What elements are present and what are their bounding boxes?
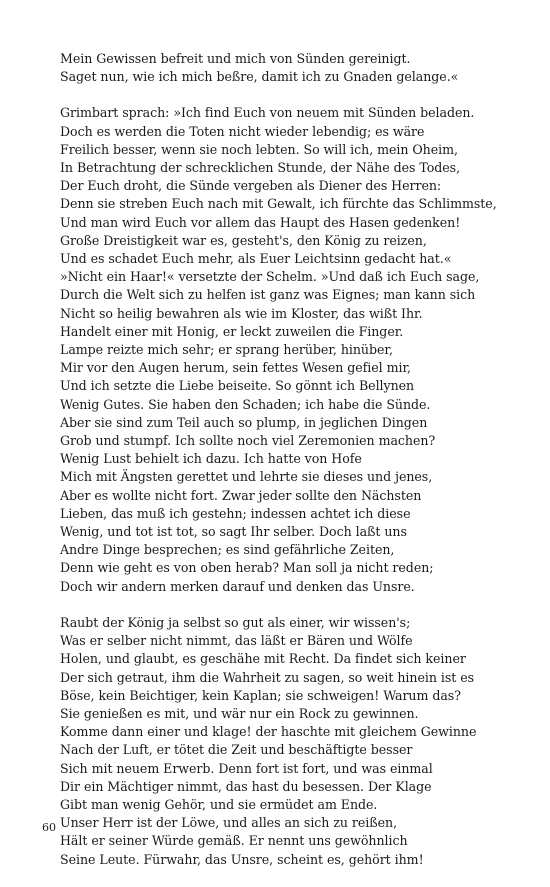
verse-line: Grob und stumpf. Ich sollte noch viel Zeremonien machen?: [60, 433, 436, 449]
verse-line: Grimbart sprach: »Ich find Euch von neuem mit Sünden beladen.: [60, 105, 475, 121]
verse-line: Der sich getraut, ihm die Wahrheit zu sagen, so weit hinein ist es: [60, 669, 475, 685]
verse-line: Mich mit Ängsten gerettet und lehrte sie dieses und jenes,: [60, 469, 433, 485]
verse-line: Was er selber nicht nimmt, das läßt er Bären und Wölfe: [60, 633, 413, 649]
verse-line: Mein Gewissen befreit und mich von Sünden gereinigt.: [60, 51, 411, 66]
verse-line: Große Dreistigkeit war es, gesteht's, den König zu reizen,: [60, 232, 427, 248]
verse-line: Saget nun, wie ich mich beßre, damit ich zu Gnaden gelange.«: [60, 69, 459, 85]
stanza-3: [60, 614, 520, 869]
verse-line: Wenig Gutes. Sie haben den Schaden; ich habe die Sünde.: [60, 396, 431, 412]
verse-line: Komme dann einer und klage! der haschte mit gleichem Gewinne: [60, 724, 477, 740]
verse-line: Böse, kein Beichtiger, kein Kaplan; sie schweigen! Warum das?: [60, 687, 461, 703]
verse-line: Freilich besser, wenn sie noch lebten. So will ich, mein Oheim,: [60, 141, 458, 157]
verse-line: Lampe reizte mich sehr; er sprang herüber, hinüber,: [60, 342, 393, 358]
verse-line: Aber es wollte nicht fort. Zwar jeder sollte den Nächsten: [60, 487, 422, 503]
verse-line: Doch es werden die Toten nicht wieder lebendig; es wäre: [60, 123, 425, 139]
verse-line: Nach der Luft, er tötet die Zeit und beschäftigte besser: [60, 742, 413, 758]
verse-line: Sie genießen es mit, und wär nur ein Rock zu gewinnen.: [60, 705, 419, 721]
page-body: [60, 50, 520, 887]
verse-line: Durch die Welt sich zu helfen ist ganz was Eignes; man kann sich: [60, 287, 476, 303]
verse-line: »Nicht ein Haar!« versetzte der Schelm. »Und daß ich Euch sage,: [60, 269, 480, 285]
verse-line: Dir ein Mächtiger nimmt, das hast du besessen. Der Klage: [60, 778, 432, 794]
verse-line: Und es schadet Euch mehr, als Euer Leichtsinn gedacht hat.«: [60, 251, 452, 267]
verse-line: Wenig Lust behielt ich dazu. Ich hatte von Hofe: [60, 451, 362, 467]
verse-line: Und ich setzte die Liebe beiseite. So gönnt ich Bellynen: [60, 378, 415, 394]
verse-line: Mir vor den Augen herum, sein fettes Wesen gefiel mir,: [60, 360, 411, 376]
verse-line: Sich mit neuem Erwerb. Denn fort ist fort, und was einmal: [60, 760, 433, 776]
verse-line: Hält er seiner Würde gemäß. Er nennt uns gewöhnlich: [60, 833, 408, 849]
verse-line: Denn sie streben Euch nach mit Gewalt, ich fürchte das Schlimmste,: [60, 196, 497, 212]
verse-line: Holen, und glaubt, es geschähe mit Recht. Da findet sich keiner: [60, 651, 466, 667]
verse-line: Lieben, das muß ich gestehn; indessen achtet ich diese: [60, 505, 411, 521]
verse-line: Aber sie sind zum Teil auch so plump, in jeglichen Dingen: [60, 414, 428, 430]
verse-line: Doch wir andern merken darauf und denken das Unsre.: [60, 578, 415, 594]
verse-line: Andre Dinge besprechen; es sind gefährliche Zeiten,: [60, 542, 395, 558]
verse-line: In Betrachtung der schrecklichen Stunde, der Nähe des Todes,: [60, 160, 461, 176]
verse-line: Und man wird Euch vor allem das Haupt des Hasen gedenken!: [60, 214, 461, 230]
stanza-2: [60, 104, 520, 595]
verse-line: Wenig, und tot ist tot, so sagt Ihr selber. Doch laßt uns: [60, 524, 407, 540]
verse-line: Denn wie geht es von oben herab? Man soll ja nicht reden;: [60, 560, 434, 576]
verse-line: Unser Herr ist der Löwe, und alles an sich zu reißen,: [60, 815, 398, 831]
page-number: 60: [42, 821, 56, 834]
verse-line: Gibt man wenig Gehör, und sie ermüdet am Ende.: [60, 796, 378, 812]
verse-line: Seine Leute. Fürwahr, das Unsre, scheint es, gehört ihm!: [60, 851, 424, 867]
verse-line: Raubt der König ja selbst so gut als einer, wir wissen's;: [60, 614, 411, 630]
verse-line: Handelt einer mit Honig, er leckt zuweilen die Finger.: [60, 323, 404, 339]
verse-line: Der Euch droht, die Sünde vergeben als Diener des Herren:: [60, 178, 442, 194]
stanza-1: [60, 50, 520, 86]
verse-line: Nicht so heilig bewahren als wie im Kloster, das wißt Ihr.: [60, 305, 423, 321]
